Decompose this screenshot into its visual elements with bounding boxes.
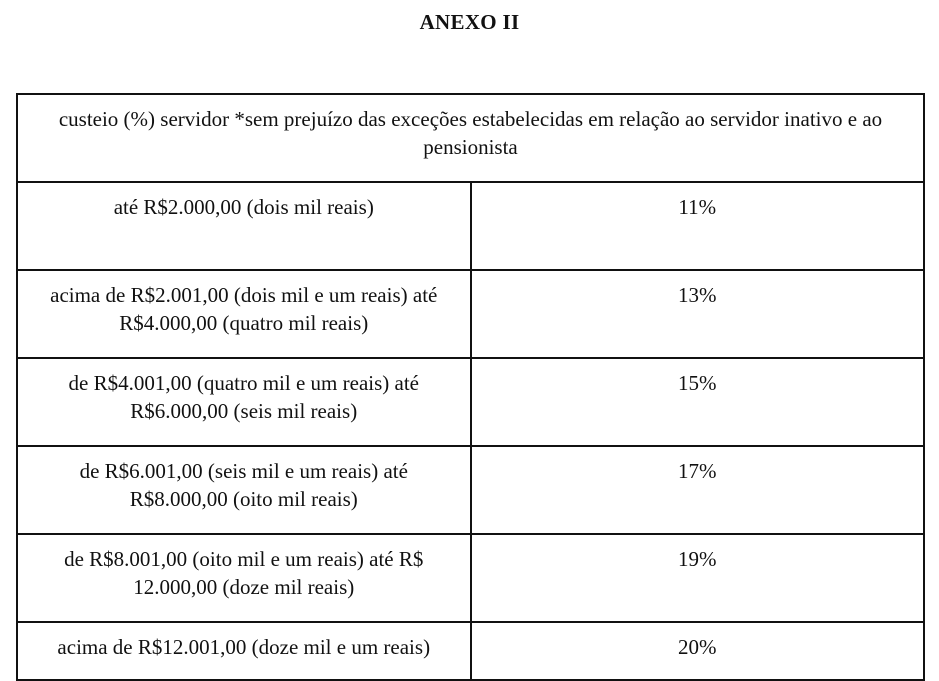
salary-range-cell: de R$4.001,00 (quatro mil e um reais) até R$6.000,00 (seis mil reais) xyxy=(17,358,471,446)
page-title: ANEXO II xyxy=(419,10,520,34)
salary-range-cell: acima de R$12.001,00 (doze mil e um reais) xyxy=(17,622,471,680)
table-row xyxy=(17,534,924,622)
salary-range-cell: acima de R$2.001,00 (dois mil e um reais) até R$4.000,00 (quatro mil reais) xyxy=(17,270,471,358)
rate-cell: 15% xyxy=(471,358,925,446)
table-row xyxy=(17,270,924,358)
table-row xyxy=(17,622,924,680)
rate-cell: 19% xyxy=(471,534,925,622)
rate-cell: 20% xyxy=(471,622,925,680)
contribution-rate-table xyxy=(16,93,925,681)
rate-cell: 13% xyxy=(471,270,925,358)
table-header: custeio (%) servidor *sem prejuízo das exceções estabelecidas em relação ao servidor inativo e ao pensionista xyxy=(17,94,924,182)
rate-cell: 17% xyxy=(471,446,925,534)
table-row xyxy=(17,182,924,270)
table-header-row xyxy=(17,94,924,182)
table-row xyxy=(17,358,924,446)
rate-cell: 11% xyxy=(471,182,925,270)
table-row xyxy=(17,446,924,534)
salary-range-cell: de R$6.001,00 (seis mil e um reais) até R$8.000,00 (oito mil reais) xyxy=(17,446,471,534)
salary-range-cell: de R$8.001,00 (oito mil e um reais) até R$ 12.000,00 (doze mil reais) xyxy=(17,534,471,622)
salary-range-cell: até R$2.000,00 (dois mil reais) xyxy=(17,182,471,270)
